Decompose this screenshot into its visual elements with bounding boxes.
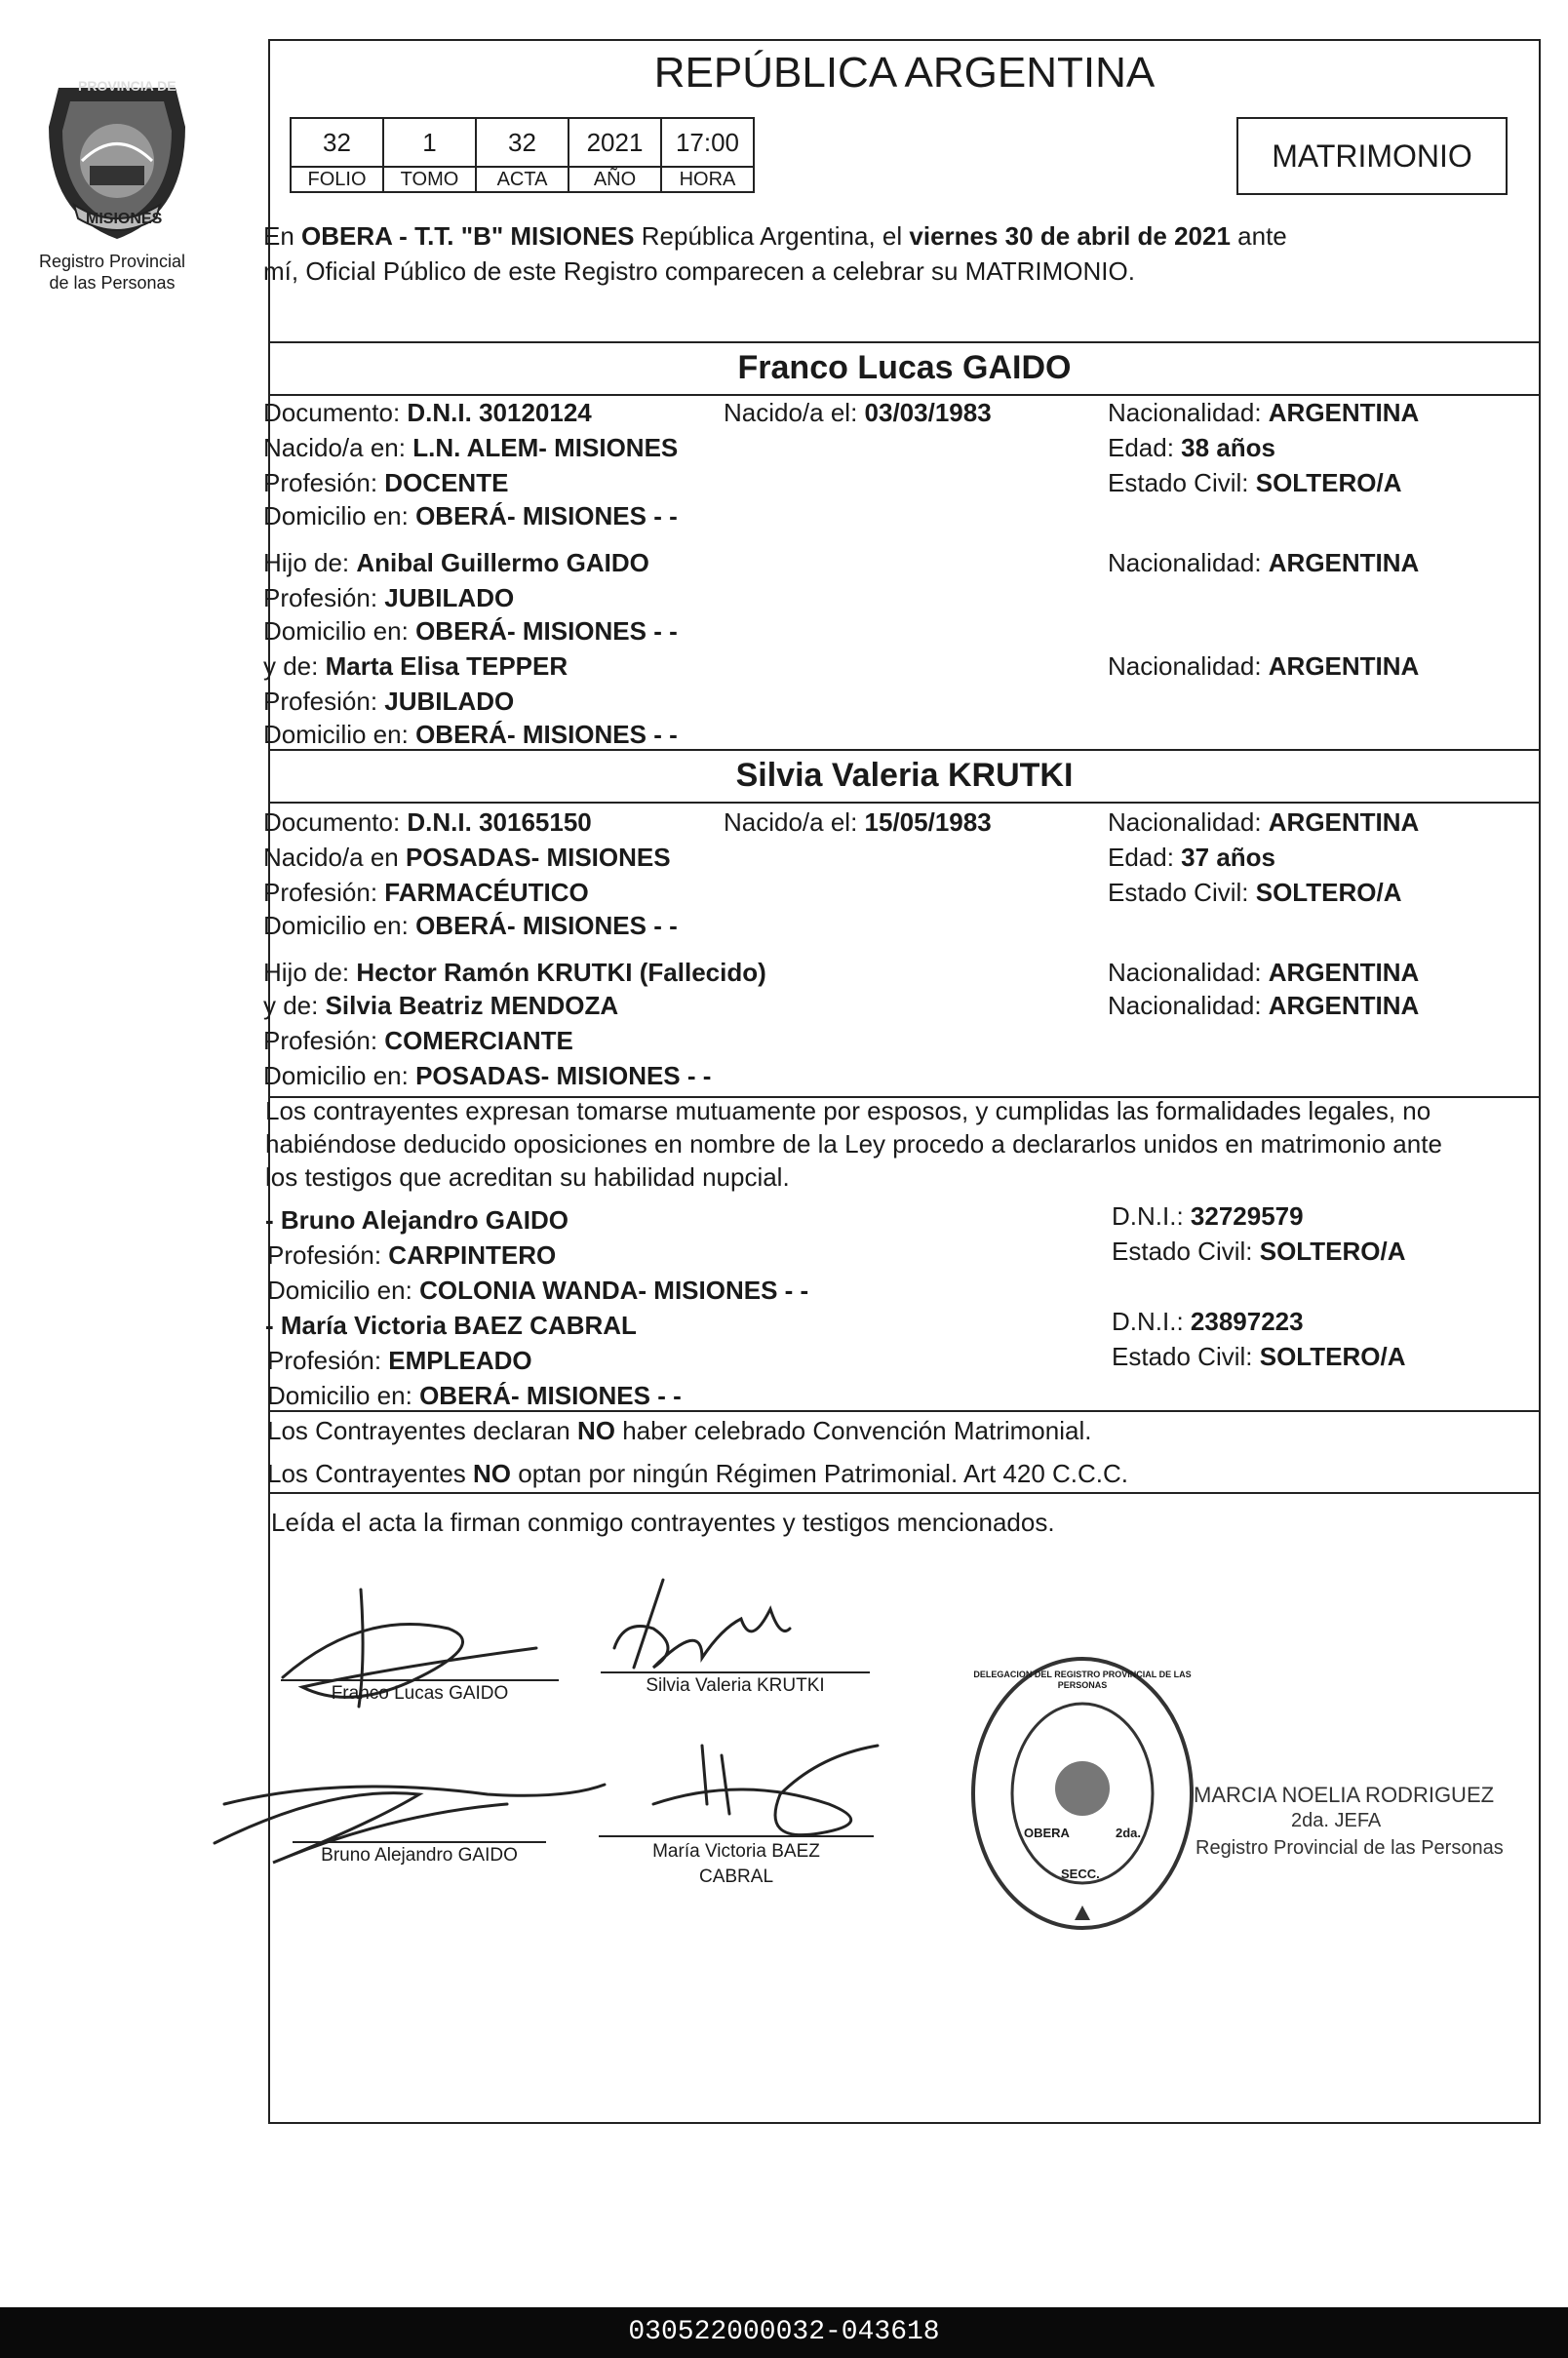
witness1-dom: Domicilio en: COLONIA WANDA- MISIONES - - <box>267 1276 809 1305</box>
witness2-name: - María Victoria BAEZ CABRAL <box>265 1311 637 1340</box>
official-stamp <box>965 1652 1199 1935</box>
stamp-inner-bottom: SECC. <box>1061 1867 1100 1881</box>
spouse1-father-prof: Profesión: JUBILADO <box>263 583 515 612</box>
witness1-civil: Estado Civil: SOLTERO/A <box>1112 1237 1406 1266</box>
spouse2-father: Hijo de: Hector Ramón KRUTKI (Fallecido) <box>263 958 766 987</box>
spouse2-mother-nat: Nacionalidad: ARGENTINA <box>1108 991 1420 1020</box>
spouse2-bornin: Nacido/a en POSADAS- MISIONES <box>263 843 671 872</box>
official-office: Registro Provincial de las Personas <box>1196 1837 1504 1859</box>
spouse1-father-dom: Domicilio en: OBERÁ- MISIONES - - <box>263 616 678 646</box>
signature-witness1: Bruno Alejandro GAIDO <box>321 1845 518 1866</box>
declaration-line-3: los testigos que acreditan su habilidad nupcial. <box>265 1162 790 1192</box>
spouse1-mother-dom: Domicilio en: OBERÁ- MISIONES - - <box>263 720 678 749</box>
logo-ring-top: PROVINCIA DE <box>78 78 176 94</box>
stamp-ring-text: DELEGACION DEL REGISTRO PROVINCIAL DE LAS PERSONAS <box>973 1670 1192 1690</box>
spouse1-dom: Domicilio en: OBERÁ- MISIONES - - <box>263 501 678 531</box>
witness2-dni: D.N.I.: 23897223 <box>1112 1307 1304 1336</box>
spouse1-bornin: Nacido/a en: L.N. ALEM- MISIONES <box>263 433 679 462</box>
spouse1-name: Franco Lucas GAIDO <box>737 349 1072 386</box>
signature-spouse1: Franco Lucas GAIDO <box>331 1683 509 1704</box>
intro-line-1: En OBERA - T.T. "B" MISIONES República Argentina, el viernes 30 de abril de 2021 ante <box>263 221 1287 251</box>
registry-table <box>290 117 755 193</box>
convention-line-1: Los Contrayentes declaran NO haber celebrado Convención Matrimonial. <box>267 1416 1092 1445</box>
spouse2-mother-prof: Profesión: COMERCIANTE <box>263 1026 573 1055</box>
logo-ring-bottom: MISIONES <box>86 211 163 227</box>
province-logo <box>39 68 195 244</box>
spouse1-mother-nat: Nacionalidad: ARGENTINA <box>1108 651 1420 681</box>
signature-witness2: María Victoria BAEZ CABRAL <box>652 1841 820 1887</box>
signature-spouse2: Silvia Valeria KRUTKI <box>646 1675 825 1696</box>
hora-label: HORA <box>661 167 754 192</box>
witness2-dom: Domicilio en: OBERÁ- MISIONES - - <box>267 1381 682 1410</box>
country-title: REPÚBLICA ARGENTINA <box>653 49 1156 97</box>
spouse1-prof: Profesión: DOCENTE <box>263 468 509 497</box>
witness1-prof: Profesión: CARPINTERO <box>267 1240 557 1270</box>
spouse1-nat: Nacionalidad: ARGENTINA <box>1108 398 1420 427</box>
spouse2-doc: Documento: D.N.I. 30165150 <box>263 807 592 837</box>
witness2-prof: Profesión: EMPLEADO <box>267 1346 532 1375</box>
stamp-inner-right: 2da. <box>1116 1826 1142 1840</box>
spouse2-father-nat: Nacionalidad: ARGENTINA <box>1108 958 1420 987</box>
acta-label: ACTA <box>476 167 568 192</box>
official-name: MARCIA NOELIA RODRIGUEZ <box>1194 1783 1495 1807</box>
declaration-line-1: Los contrayentes expresan tomarse mutuamente por esposos, y cumplidas las formalidades legales, no <box>265 1096 1431 1125</box>
tomo-label: TOMO <box>383 167 476 192</box>
spouse1-mother: y de: Marta Elisa TEPPER <box>263 651 568 681</box>
convention-line-2: Los Contrayentes NO optan por ningún Régimen Patrimonial. Art 420 C.C.C. <box>267 1459 1129 1488</box>
spouse2-prof: Profesión: FARMACÉUTICO <box>263 878 589 907</box>
spouse2-dom: Domicilio en: OBERÁ- MISIONES - - <box>263 911 678 940</box>
document-code: 030522000032-043618 <box>0 2307 1568 2358</box>
stamp-inner-left: OBERA <box>1024 1826 1070 1840</box>
spouse1-father: Hijo de: Anibal Guillermo GAIDO <box>263 548 649 577</box>
spouse1-father-nat: Nacionalidad: ARGENTINA <box>1108 548 1420 577</box>
witness1-dni: D.N.I.: 32729579 <box>1112 1201 1304 1231</box>
spouse2-mother: y de: Silvia Beatriz MENDOZA <box>263 991 619 1020</box>
logo-caption-1: Registro Provincial <box>38 252 186 271</box>
spouse2-nat: Nacionalidad: ARGENTINA <box>1108 807 1420 837</box>
folio-value: 32 <box>291 118 383 167</box>
declaration-line-2: habiéndose deducido oposiciones en nombre de la Ley procedo a declararlos unidos en matrimonio ante <box>265 1129 1442 1159</box>
acta-value: 32 <box>476 118 568 167</box>
spouse2-age: Edad: 37 años <box>1108 843 1275 872</box>
witness2-civil: Estado Civil: SOLTERO/A <box>1112 1342 1406 1371</box>
spouse2-civil: Estado Civil: SOLTERO/A <box>1108 878 1402 907</box>
act-type-box <box>1236 117 1508 195</box>
spouse1-doc: Documento: D.N.I. 30120124 <box>263 398 592 427</box>
witness1-name: - Bruno Alejandro GAIDO <box>265 1205 569 1235</box>
anio-value: 2021 <box>568 118 661 167</box>
spouse1-civil: Estado Civil: SOLTERO/A <box>1108 468 1402 497</box>
spouse1-born: Nacido/a el: 03/03/1983 <box>724 398 992 427</box>
official-role: 2da. JEFA <box>1291 1810 1382 1831</box>
closing-text: Leída el acta la firman conmigo contrayentes y testigos mencionados. <box>271 1508 1055 1537</box>
spouse1-mother-prof: Profesión: JUBILADO <box>263 687 515 716</box>
spouse1-age: Edad: 38 años <box>1108 433 1275 462</box>
act-type: MATRIMONIO <box>1272 138 1472 174</box>
tomo-value: 1 <box>383 118 476 167</box>
spouse2-born: Nacido/a el: 15/05/1983 <box>724 807 992 837</box>
hora-value: 17:00 <box>661 118 754 167</box>
folio-label: FOLIO <box>291 167 383 192</box>
spouse2-name: Silvia Valeria KRUTKI <box>735 757 1074 794</box>
logo-caption-2: de las Personas <box>49 273 176 293</box>
anio-label: AÑO <box>568 167 661 192</box>
spouse2-mother-dom: Domicilio en: POSADAS- MISIONES - - <box>263 1061 712 1090</box>
intro-line-2: mí, Oficial Público de este Registro comparecen a celebrar su MATRIMONIO. <box>263 256 1135 286</box>
